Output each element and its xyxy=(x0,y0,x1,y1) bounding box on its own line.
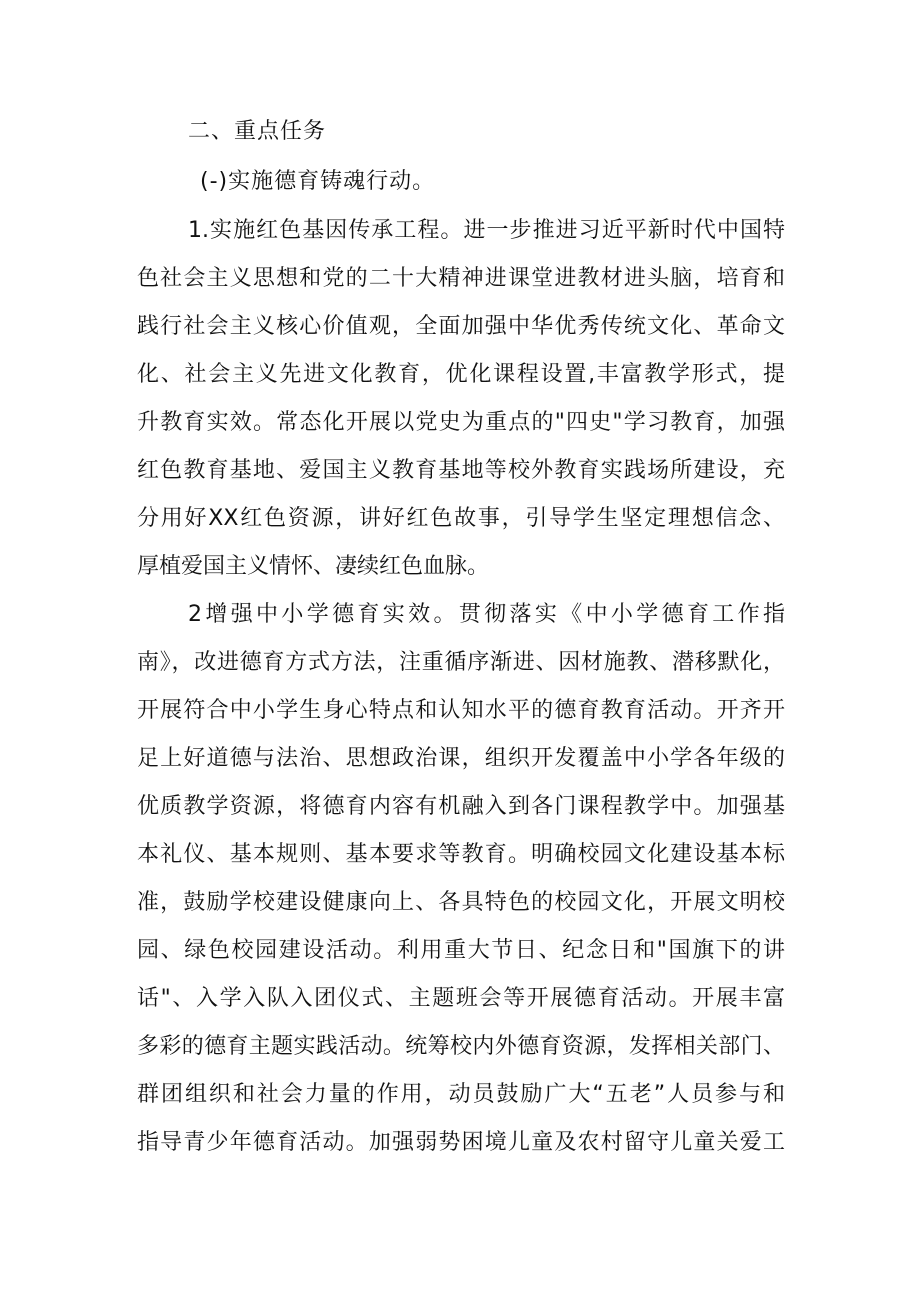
paragraph-1-line: 化、社会主义先进文化教育，优化课程设置,丰富教学形式，提 xyxy=(137,362,785,387)
paragraph-1-line: 红色教育基地、爱国主义教育基地等校外教育实践场所建设，充 xyxy=(137,458,785,483)
paragraph-1-line: 厚植爱国主义情怀、凄续红色血脉。 xyxy=(137,554,490,579)
paragraph-2-line: 指导青少年德育活动。加强弱势困境儿童及农村留守儿童关爱工 xyxy=(137,1130,785,1155)
paragraph-2-line: 多彩的德育主题实践活动。统筹校内外德育资源，发挥相关部门、 xyxy=(137,1034,785,1059)
paragraph-2-line: 园、绿色校园建设活动。利用重大节日、纪念日和"国旗下的讲 xyxy=(137,938,785,963)
paragraph-2-line: 南》，改进德育方式方法，注重循序渐进、因材施教、潜移默化， xyxy=(137,650,785,675)
paragraph-2-line: 足上好道德与法治、思想政治课，组织开发覆盖中小学各年级的 xyxy=(137,746,785,771)
subsection-heading: (-)实施德育铸魂行动。 xyxy=(200,169,436,194)
paragraph-1-line: 色社会主义思想和党的二十大精神进课堂进教材进头脑，培育和 xyxy=(137,266,785,291)
paragraph-2-line: 准，鼓励学校建设健康向上、各具特色的校园文化，开展文明校 xyxy=(137,890,785,915)
paragraph-2-line: 优质教学资源，将德育内容有机融入到各门课程教学中。加强基 xyxy=(137,794,785,819)
section-heading: 二、重点任务 xyxy=(188,119,327,144)
paragraph-1-line: 践行社会主义核心价值观，全面加强中华优秀传统文化、革命文 xyxy=(137,314,785,339)
paragraph-1-line: 1.实施红色基因传承工程。进一步推进习近平新时代中国特 xyxy=(188,218,785,243)
paragraph-2-line: 群团组织和社会力量的作用，动员鼓励广大“五老”人员参与和 xyxy=(137,1082,785,1107)
paragraph-2-line: 本礼仪、基本规则、基本要求等教育。明确校园文化建设基本标 xyxy=(137,842,785,867)
paragraph-1-line: 升教育实效。常态化开展以党史为重点的"四史"学习教育，加强 xyxy=(137,410,785,435)
paragraph-2-line: 话"、入学入队入团仪式、主题班会等开展德育活动。开展丰富 xyxy=(137,986,785,1011)
paragraph-2-line: 开展符合中小学生身心特点和认知水平的德育教育活动。开齐开 xyxy=(137,698,785,723)
paragraph-1-line: 分用好XX红色资源，讲好红色故事，引导学生坚定理想信念、 xyxy=(137,506,785,531)
paragraph-2-line: 2增强中小学德育实效。贯彻落实《中小学德育工作指 xyxy=(188,602,785,627)
